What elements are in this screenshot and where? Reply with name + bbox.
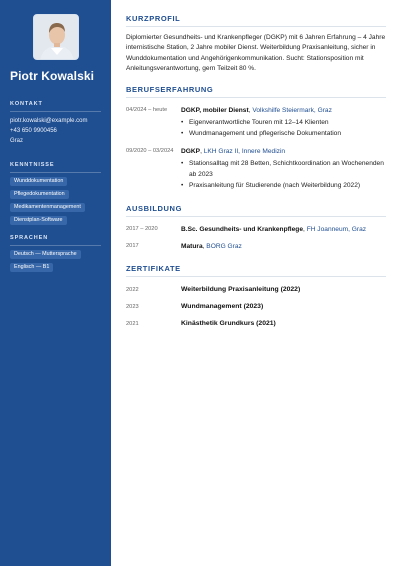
entry-bullet: • Wundmanagement und pflegerische Dokumentation bbox=[181, 129, 386, 139]
contact-heading: KONTAKT bbox=[10, 101, 101, 112]
profile-photo bbox=[33, 14, 79, 60]
certificate-entry bbox=[126, 303, 386, 311]
profile-heading: KURZPROFIL bbox=[126, 14, 386, 27]
certificates-heading: ZERTIFIKATE bbox=[126, 264, 386, 277]
entry-date: 2023 bbox=[126, 304, 139, 311]
entry-bullets bbox=[181, 159, 386, 191]
entry-body: B.Sc. Gesundheits- und Krankenpflege, FH Joanneum, Graz bbox=[181, 226, 367, 234]
skill-tag: Medikamentenmanagement bbox=[10, 203, 85, 212]
entry-role: DGKP, mobiler Dienst bbox=[181, 106, 249, 114]
contact-phone[interactable]: +43 650 9900456 bbox=[10, 128, 57, 134]
entry-body: Matura, BORG Graz bbox=[181, 243, 242, 251]
entry-date: 2017 – 2020 bbox=[126, 226, 158, 233]
skills-heading: KENNTNISSE bbox=[10, 162, 101, 173]
person-name: Piotr Kowalski bbox=[10, 69, 95, 83]
entry-bullets bbox=[181, 118, 386, 140]
education-entry bbox=[126, 225, 386, 235]
experience-entry bbox=[126, 106, 386, 141]
entry-role: Matura bbox=[181, 243, 203, 251]
contact-list bbox=[10, 116, 101, 146]
skill-tag: Dienstplan-Software bbox=[10, 216, 67, 225]
languages-heading: SPRACHEN bbox=[10, 235, 101, 246]
entry-bullet: • Stationsalltag mit 28 Betten, Schichtkoordination an Wochenenden ab 2023 bbox=[181, 159, 386, 180]
skill-tag: Wunddokumentation bbox=[10, 177, 67, 186]
education-entry bbox=[126, 242, 386, 252]
skills-list bbox=[10, 177, 101, 225]
language-tag: Englisch — B1 bbox=[10, 263, 53, 272]
entry-org: FH Joanneum, Graz bbox=[306, 226, 367, 234]
certificate-title: Wundmanagement (2023) bbox=[181, 303, 264, 311]
entry-body: DGKP, mobiler Dienst, Volkshilfe Steiermark, Graz • Eigenverantwortliche Touren mit 12–14 Klienten • Wundmanagement und pflegerische Dokumentation bbox=[181, 106, 386, 141]
profile-text: Diplomierter Gesundheits- und Krankenpfleger (DGKP) mit 6 Jahren Erfahrung – 4 Jahre internistische Station, 2 Jahre mobiler Dienst. Weiterbildung Praxisanleitung, sicher in Wunddokumentation und Angehörigenkommunikation. Sucht: Stationsposition mit Anleitungsverantwortung, gern Teilzeit 80 %. bbox=[126, 34, 386, 73]
contact-email[interactable]: piotr.kowalski@example.com bbox=[10, 118, 88, 124]
education-section bbox=[126, 204, 386, 252]
entry-org: Volkshilfe Steiermark, Graz bbox=[252, 106, 332, 114]
entry-date: 2022 bbox=[126, 287, 139, 294]
certificate-entry bbox=[126, 286, 386, 294]
entry-org: BORG Graz bbox=[206, 243, 242, 251]
profile-section bbox=[126, 14, 386, 75]
entry-date: 09/2020 – 03/2024 bbox=[126, 148, 174, 155]
entry-body: DGKP, LKH Graz II, Innere Medizin • Stationsalltag mit 28 Betten, Schichtkoordination an Wochenenden ab 2023 • Praxisanleitung für Studierende (nach Weiterbildung 2022) bbox=[181, 147, 386, 192]
certificate-title: Weiterbildung Praxisanleitung (2022) bbox=[181, 286, 301, 294]
entry-date: 2017 bbox=[126, 243, 139, 250]
entry-bullet: • Eigenverantwortliche Touren mit 12–14 Klienten bbox=[181, 118, 386, 128]
entry-bullet: • Praxisanleitung für Studierende (nach Weiterbildung 2022) bbox=[181, 181, 386, 191]
education-heading: AUSBILDUNG bbox=[126, 204, 386, 217]
entry-role: B.Sc. Gesundheits- und Krankenpflege bbox=[181, 226, 304, 234]
skill-tag: Pflegedokumentation bbox=[10, 190, 69, 199]
sidebar bbox=[0, 0, 111, 566]
language-tag: Deutsch — Muttersprache bbox=[10, 250, 81, 259]
experience-entry bbox=[126, 147, 386, 192]
entry-org: LKH Graz II, Innere Medizin bbox=[203, 148, 286, 156]
certificate-title: Kinästhetik Grundkurs (2021) bbox=[181, 320, 276, 328]
experience-heading: BERUFSERFAHRUNG bbox=[126, 85, 386, 98]
certificate-entry bbox=[126, 320, 386, 328]
certificates-section bbox=[126, 264, 386, 328]
entry-role: DGKP bbox=[181, 148, 201, 156]
entry-date: 2021 bbox=[126, 321, 139, 328]
main-content bbox=[126, 14, 386, 328]
languages-list bbox=[10, 250, 101, 272]
entry-date: 04/2024 – heute bbox=[126, 106, 168, 113]
experience-section bbox=[126, 85, 386, 192]
contact-city: Graz bbox=[10, 138, 24, 144]
